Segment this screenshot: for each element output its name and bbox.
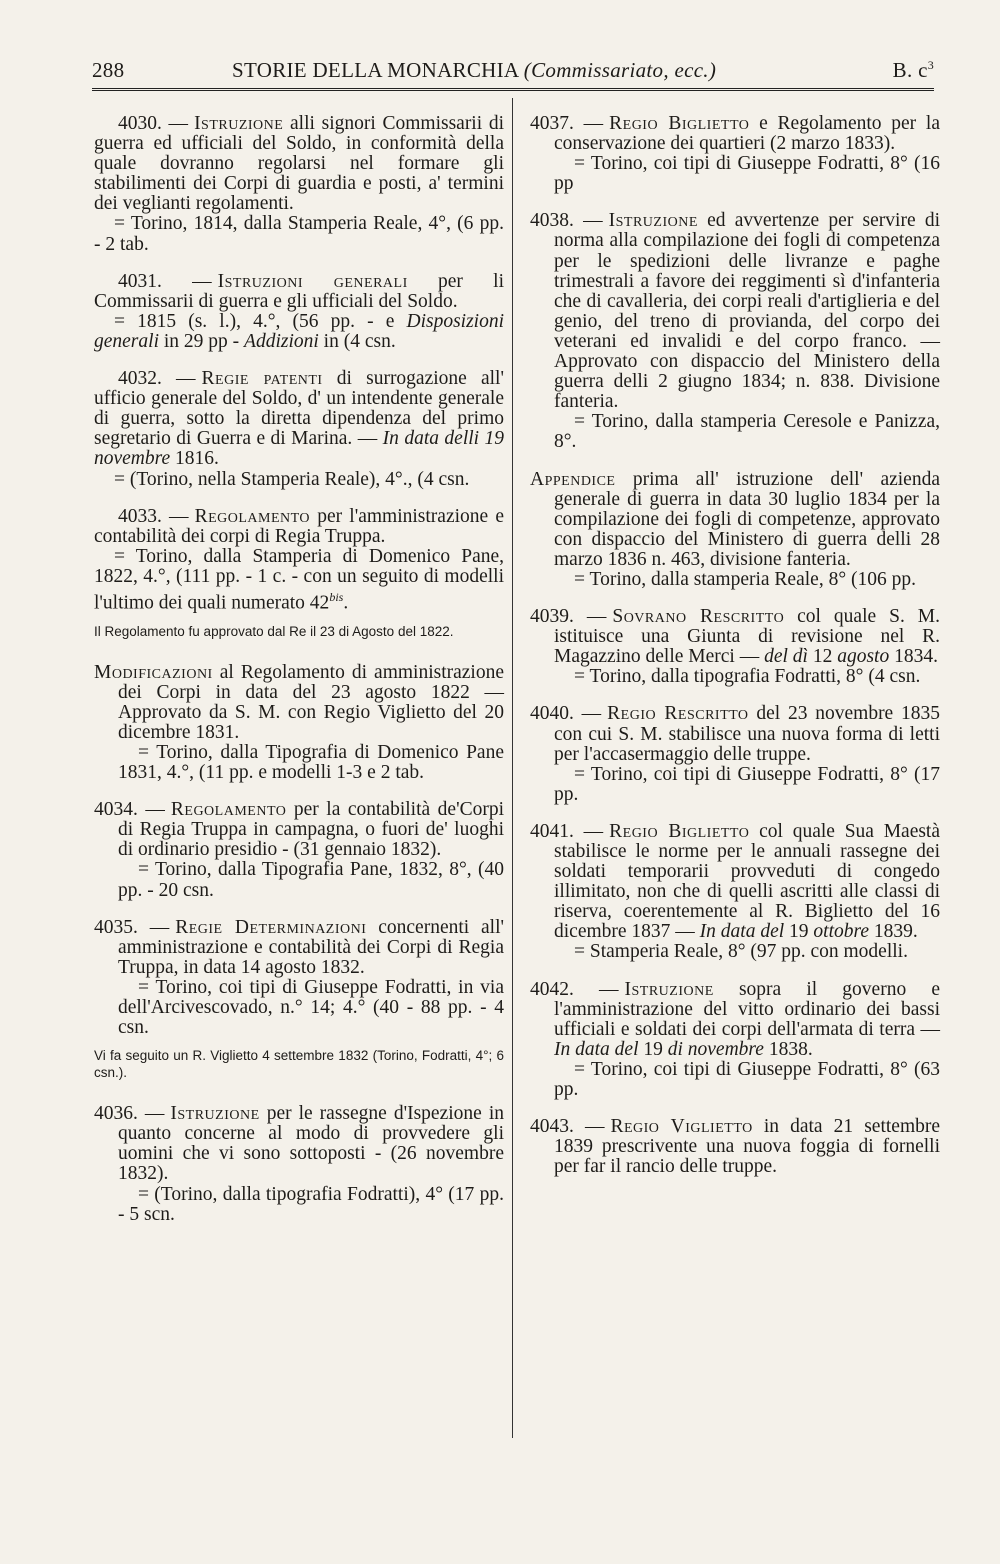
catalog-entry: [530, 607, 940, 687]
entry-number: 4035. —: [94, 916, 170, 938]
publication-italic: Disposizioni generali: [94, 310, 505, 352]
entry-number: 4030. —: [118, 113, 189, 134]
publication-info: = Torino, coi tipi di Giuseppe Fodratti, 8° (16 pp: [554, 153, 940, 195]
left-column: [94, 114, 504, 1242]
right-column: [530, 114, 940, 1194]
entry-text: 1816.: [175, 448, 219, 470]
entry-number: 4038. —: [530, 210, 603, 232]
entry-date-italic: In data delli 19 novembre: [94, 428, 505, 470]
entry-text: per l'amministrazione e contabilità dei corpi di Regia Truppa.: [94, 505, 505, 547]
publication-info: = 1815 (s. l.), 4.°, (56 pp. - e: [114, 310, 395, 332]
catalog-entry: [530, 1117, 940, 1177]
publication-info: = Torino, coi tipi di Giuseppe Fodratti, 8° (17 pp.: [554, 763, 940, 805]
entry-number: 4031. —: [118, 270, 212, 292]
entry-keyword: Regio Viglietto: [610, 1116, 753, 1138]
entry-text: 12: [812, 646, 833, 668]
publication-info: = (Torino, nella Stamperia Reale), 4°., (4 csn.: [114, 468, 470, 490]
entry-text: alli signori Commissarii di guerra ed ufficiali del Soldo, in conformità della quale dovranno regolarsi nel formare gli stabilimenti dei Corpi di guardia e posti, a' termini dei veglianti regolamenti.: [94, 113, 504, 215]
entry-text: col quale Sua Maestà stabilisce le norme per le annuali rassegne dei soldati temporarii provveduti di congedo illimitato, non che di quelli ascritti alle classi di riserva, coerentemente al R. Biglietto del 16 dicembre 1837 —: [554, 820, 941, 943]
entry-text: e Regolamento per la conservazione dei quartieri (2 marzo 1833).: [554, 113, 941, 155]
entry-keyword: Regie Determinazioni: [175, 916, 367, 938]
publication-info: = Torino, dalla Stamperia di Domenico Pane, 1822, 4.°, (111 pp. - 1 c. - con un seguito di modelli l'ultimo dei quali numerato 42: [94, 545, 504, 614]
column-divider: [512, 98, 513, 1438]
entry-date-italic: ottobre: [813, 921, 870, 943]
entry-keyword: Istruzione: [170, 1103, 260, 1125]
entry-number: 4042. —: [530, 978, 619, 1000]
catalog-entry: [94, 663, 504, 784]
entry-number: 4032. —: [118, 368, 196, 390]
entry-text: per le rassegne d'Ispezione in quanto concerne al modo di provvedere gli uomini che vi sono sottoposti - (26 novembre 1832).: [118, 1103, 504, 1185]
entry-text: prima all' istruzione dell' azienda generale di guerra in data 30 luglio 1834 per la compilazione dei fogli di competenze, approvato con dispaccio del Ministero di guerra delli 28 marzo 1836 n. 463, divisione fanteria.: [554, 468, 940, 570]
publication-info: = Torino, 1814, dalla Stamperia Reale, 4°, (6 pp. - 2 tab.: [94, 213, 504, 255]
publication-info: in 29 pp -: [163, 330, 240, 352]
entry-text: 1839.: [873, 921, 918, 943]
entry-number: 4036. —: [94, 1103, 165, 1125]
entry-number: 4034. —: [94, 799, 165, 821]
catalog-entry: [94, 918, 504, 1039]
catalog-entry: [530, 822, 940, 963]
entry-keyword: Istruzioni generali: [217, 270, 408, 292]
publication-info: = Torino, dalla Tipografia Pane, 1832, 8°, (40 pp. - 20 csn.: [118, 859, 504, 901]
catalog-entry: [94, 114, 504, 255]
publication-info: = Torino, dalla stamperia Ceresole e Panizza, 8°.: [554, 411, 940, 453]
entry-date-italic: agosto: [837, 646, 890, 668]
catalog-entry: [530, 980, 940, 1101]
catalog-entry: [94, 507, 504, 614]
entry-text: sopra il governo e l'amministrazione del vitto ordinario dei bassi ufficiali e soldati dei corpi dell'armata di terra —: [554, 978, 940, 1040]
entry-text: per la contabilità de'Corpi di Regia Truppa in campagna, o fuori de' luoghi di ordinario presidio - (31 gennaio 1832).: [118, 799, 505, 861]
entry-keyword: Regie patenti: [201, 368, 323, 390]
entry-keyword: Istruzione: [194, 113, 284, 134]
header-rule: [92, 88, 934, 91]
catalog-entry: [94, 1104, 504, 1225]
publication-info: = Torino, dalla Tipografia di Domenico Pane 1831, 4.°, (11 pp. e modelli 1-3 e 2 tab.: [118, 741, 504, 784]
publication-info: = Torino, dalla tipografia Fodratti, 8° (4 csn.: [574, 666, 921, 688]
footnote: Vi fa seguito un R. Viglietto 4 settembre 1832 (Torino, Fodratti, 4°; 6 csn.).: [94, 1048, 504, 1081]
entry-number: 4037. —: [530, 113, 604, 134]
entry-keyword: Regolamento: [170, 799, 287, 821]
publication-info: = Torino, coi tipi di Giuseppe Fodratti, 8° (63 pp.: [554, 1058, 940, 1101]
entry-date-italic: In data del: [699, 921, 785, 943]
catalog-entry: [94, 272, 504, 352]
entry-text: 19: [643, 1038, 663, 1060]
footnote: Il Regolamento fu approvato dal Re il 23 di Agosto del 1822.: [94, 623, 454, 639]
entry-number: 4041. —: [530, 820, 604, 842]
catalog-entry: [530, 470, 940, 591]
entry-number: 4039. —: [530, 606, 607, 628]
entry-text: col quale S. M. istituisce una Giunta di revisione nel R. Magazzino delle Merci —: [554, 606, 941, 668]
entry-text: per li Commissarii di guerra e gli ufficiali del Soldo.: [94, 270, 505, 312]
entry-keyword: Regio Biglietto: [609, 820, 750, 842]
entry-text: di surrogazione all' ufficio generale del Soldo, d' un intendente generale di guerra, sotto la diretta dipendenza del primo segretario di Guerra e di Marina. —: [94, 368, 504, 450]
entry-number: 4040. —: [530, 703, 602, 725]
entry-text: in data 21 settembre 1839 prescrivente una nuova foggia di fornelli per far il rancio delle truppe.: [554, 1116, 941, 1178]
catalog-entry: [94, 800, 504, 900]
entry-keyword: Modificazioni: [94, 661, 213, 683]
entry-keyword: Istruzione: [608, 210, 698, 232]
page-number: 288: [92, 58, 125, 82]
entry-keyword: Istruzione: [624, 978, 714, 1000]
publication-info: = Torino, dalla stamperia Reale, 8° (106 pp.: [574, 568, 916, 590]
entry-text: 1834.: [894, 646, 938, 668]
entry-keyword: Appendice: [530, 468, 616, 490]
entry-text: ed avvertenze per servire di norma alla compilazione dei fogli di competenza per le spedizioni delle livranze e paghe trimestrali a favore dei reggimenti sì d'infanteria che di cavalleria, dei corpi reali d'artiglieria e del genio, del treno di provianda, del corpo dei veterani ed invalidi e del corpo franco. — Approvato con dispaccio del Ministero della guerra delli 2 giugno 1834; n. 838. Divisione fanteria.: [554, 210, 941, 413]
entry-text: al Regolamento di amministrazione dei Corpi in data del 23 agosto 1822 — Approvato da S. M. con Regio Viglietto del 20 dicembre 1831.: [118, 661, 504, 743]
catalog-entry: [530, 114, 940, 194]
entry-keyword: Regio Biglietto: [609, 113, 750, 134]
publication-info: = Torino, coi tipi di Giuseppe Fodratti, in via dell'Arcivescovado, n.° 14; 4.° (40 - 88 pp. - 4 csn.: [118, 976, 504, 1039]
running-header: [92, 58, 934, 88]
catalog-entry: [530, 211, 940, 452]
running-title: STORIE DELLA MONARCHIA (Commissariato, ecc.): [232, 58, 717, 82]
publication-italic: Addizioni: [244, 330, 319, 352]
entry-date-italic: In data del: [554, 1038, 639, 1060]
publication-info: = Stamperia Reale, 8° (97 pp. con modelli.: [574, 941, 908, 963]
superscript: bis: [329, 589, 344, 604]
entry-number: 4043. —: [530, 1116, 605, 1138]
catalog-entry: [530, 704, 940, 804]
entry-text: concernenti all' amministrazione e contabilità dei Corpi di Regia Truppa, in data 14 agosto 1832.: [118, 916, 505, 978]
entry-keyword: Sovrano Rescritto: [612, 606, 785, 628]
catalog-entry: [94, 369, 504, 490]
entry-keyword: Regio Rescritto: [607, 703, 749, 725]
publication-info: in (4 csn.: [323, 330, 396, 352]
entry-text: 1838.: [768, 1038, 813, 1060]
entry-keyword: Regolamento: [194, 505, 311, 527]
signature-mark: B. $c^3$: [892, 58, 934, 82]
entry-number: 4033. —: [118, 505, 189, 527]
entry-text: 19: [789, 921, 809, 943]
entry-date-italic: del dì: [764, 646, 808, 668]
publication-info: = (Torino, dalla tipografia Fodratti), 4° (17 pp. - 5 scn.: [118, 1183, 504, 1225]
entry-date-italic: di novembre: [667, 1038, 764, 1060]
publication-info: .: [343, 592, 349, 614]
entry-text: del 23 novembre 1835 con cui S. M. stabilisce una nuova forma di letti per l'accasermaggio delle truppe.: [554, 703, 941, 765]
